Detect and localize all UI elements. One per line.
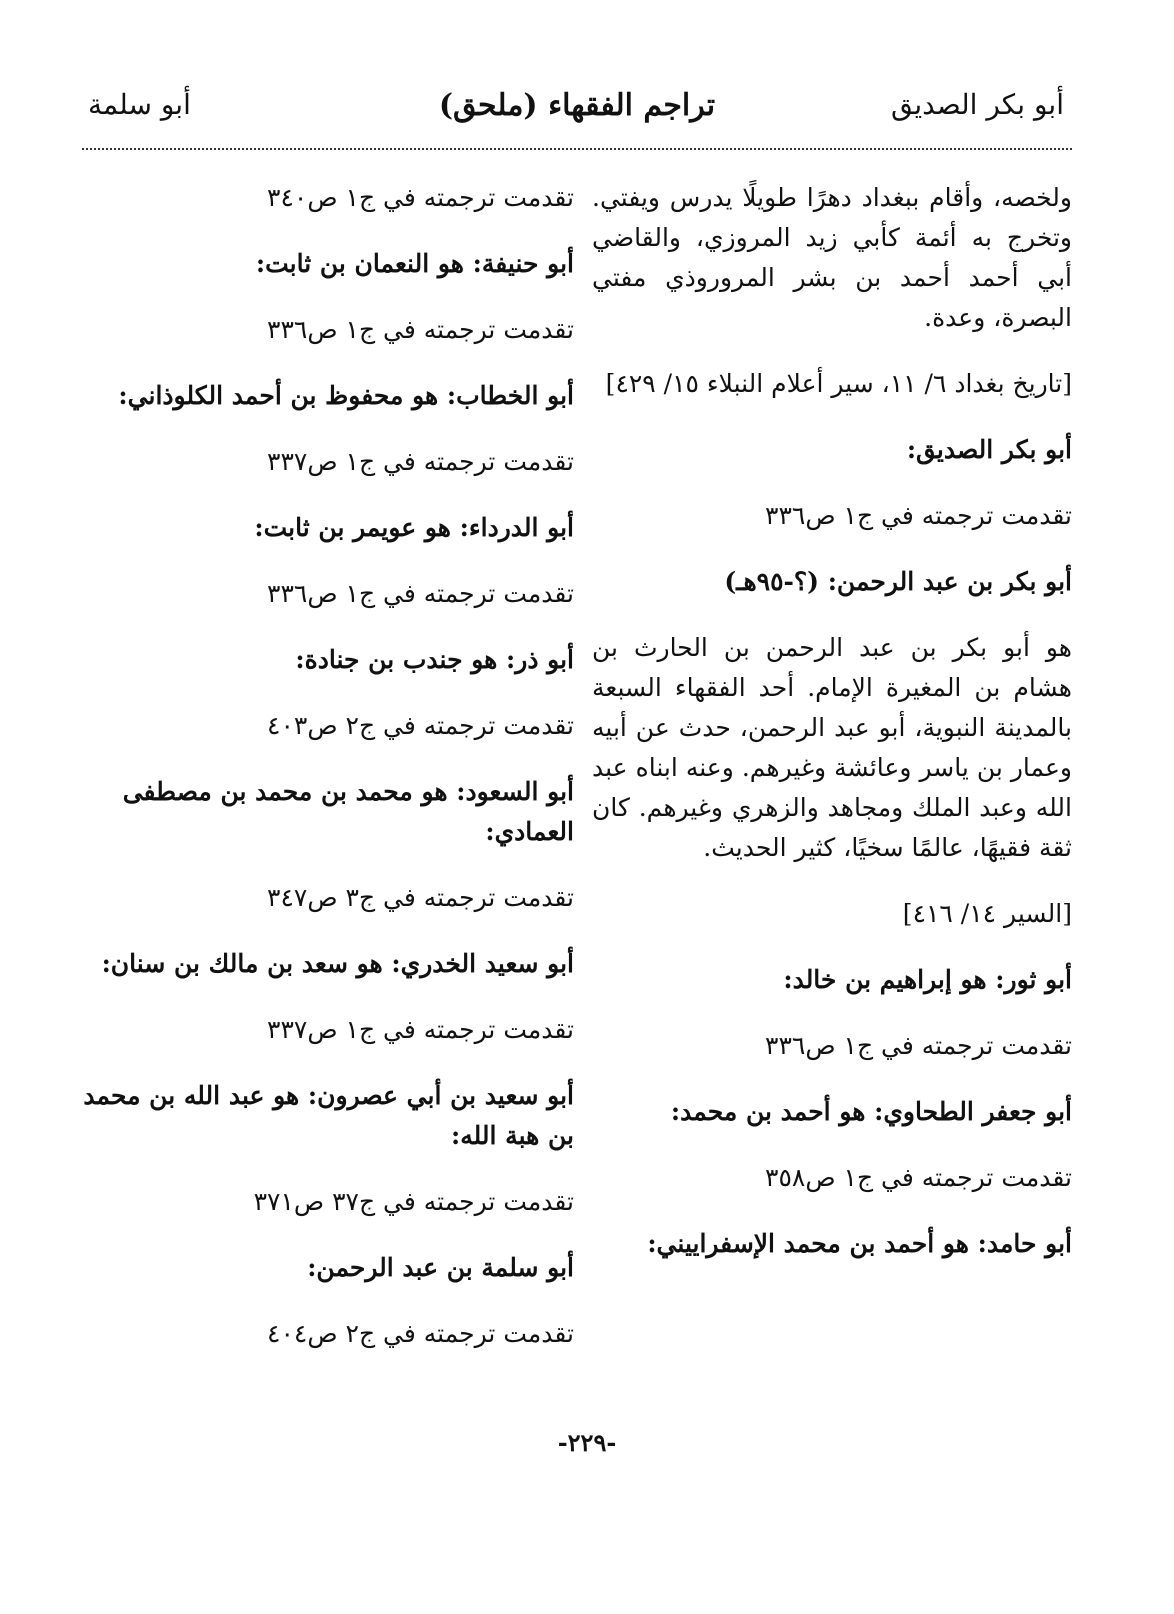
cross-reference: تقدمت ترجمته في ج١ ص٣٥٨ xyxy=(765,1163,1072,1192)
cross-reference: تقدمت ترجمته في ج١ ص٣٣٧ xyxy=(267,447,574,476)
biography-paragraph: ولخصه، وأقام ببغداد دهرًا طويلًا يدرس ويفتي. وتخرج به أئمة كأبي زيد المروزي، والقاضي أبي أحمد أحمد بن بشر المروروذي مفتي البصرة، وعدة. xyxy=(592,183,1072,332)
entry-heading: أبو بكر الصديق: xyxy=(906,435,1072,464)
header-left-title: أبو سلمة xyxy=(88,88,191,121)
entry-heading: أبو ذر: هو جندب بن جنادة: xyxy=(295,645,574,674)
cross-reference: تقدمت ترجمته في ج٣ ص٣٤٧ xyxy=(267,883,574,912)
cross-reference: تقدمت ترجمته في ج١ ص٣٣٦ xyxy=(267,315,574,344)
entry-heading: أبو السعود: هو محمد بن محمد بن مصطفى العمادي: xyxy=(122,777,574,846)
cross-reference: تقدمت ترجمته في ج١ ص٣٣٧ xyxy=(267,1015,574,1044)
page-number: -٢٢٩- xyxy=(557,1428,617,1457)
right-column xyxy=(592,178,1072,1290)
entry-heading: أبو سلمة بن عبد الرحمن: xyxy=(307,1253,574,1282)
running-header xyxy=(82,78,1072,150)
entry-heading: أبو حنيفة: هو النعمان بن ثابت: xyxy=(255,249,574,278)
entry-heading: أبو سعيد بن أبي عصرون: هو عبد الله بن محمد بن هبة الله: xyxy=(83,1081,574,1150)
cross-reference: تقدمت ترجمته في ج٣٧ ص٣٧١ xyxy=(253,1187,574,1216)
cross-reference: تقدمت ترجمته في ج١ ص٣٤٠ xyxy=(267,183,574,212)
entry-heading: أبو جعفر الطحاوي: هو أحمد بن محمد: xyxy=(670,1097,1072,1126)
cross-reference: تقدمت ترجمته في ج١ ص٣٣٦ xyxy=(765,501,1072,530)
entry-heading: أبو الدرداء: هو عويمر بن ثابت: xyxy=(254,513,574,542)
cross-reference: تقدمت ترجمته في ج١ ص٣٣٦ xyxy=(765,1031,1072,1060)
cross-reference: تقدمت ترجمته في ج٢ ص٤٠٤ xyxy=(267,1319,574,1348)
header-right-title: أبو بكر الصديق xyxy=(891,88,1064,121)
cross-reference: تقدمت ترجمته في ج٢ ص٤٠٣ xyxy=(267,711,574,740)
entry-heading: أبو الخطاب: هو محفوظ بن أحمد الكلوذاني: xyxy=(118,381,574,410)
entry-heading: أبو ثور: هو إبراهيم بن خالد: xyxy=(783,965,1072,994)
source-citation: [تاريخ بغداد ٦/ ١١، سير أعلام النبلاء ١٥/ ٤٢٩] xyxy=(605,369,1072,398)
header-center-title: (ملحق) تراجم الفقهاء xyxy=(438,88,716,123)
left-column xyxy=(82,178,574,1380)
entry-heading: أبو بكر بن عبد الرحمن: (؟-٩٥هـ) xyxy=(724,567,1072,596)
biography-paragraph: هو أبو بكر بن عبد الرحمن بن الحارث بن هشام بن المغيرة الإمام. أحد الفقهاء السبعة بالمدينة النبوية، أبو عبد الرحمن، حدث عن أبيه وعمار بن ياسر وعائشة وغيرهم. وعنه ابناه عبد الله وعبد الملك ومجاهد والزهري وغيرهم. كان ثقة فقيهًا، عالمًا سخيًا، كثير الحديث. xyxy=(592,633,1072,862)
cross-reference: تقدمت ترجمته في ج١ ص٣٣٦ xyxy=(267,579,574,608)
entry-heading: أبو سعيد الخدري: هو سعد بن مالك بن سنان: xyxy=(101,949,574,978)
source-citation: [السير ١٤/ ٤١٦] xyxy=(902,899,1072,928)
entry-heading: أبو حامد: هو أحمد بن محمد الإسفراييني: xyxy=(647,1229,1072,1258)
